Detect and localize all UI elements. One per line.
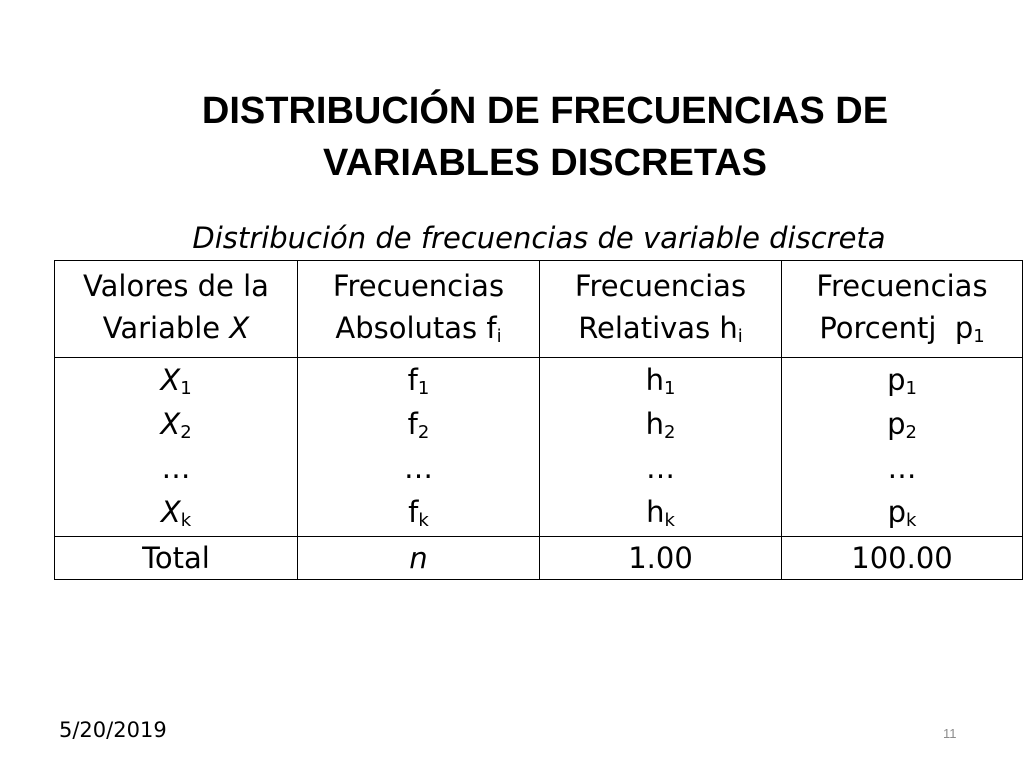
table-cell: $h_2$: [645, 407, 676, 443]
column-percent: [782, 358, 1023, 537]
table-cell: $X_1$: [160, 363, 192, 399]
total-n: n: [298, 537, 540, 580]
header-line: Frecuencias: [574, 269, 747, 303]
header-variable: X: [229, 311, 250, 345]
footer-date: 5/20/2019: [59, 718, 167, 742]
column-relative: [540, 358, 782, 537]
title-line-2: VARIABLES DISCRETAS: [322, 142, 768, 184]
table-cell: …: [404, 451, 433, 485]
table-cell: $p_1$: [887, 363, 917, 399]
table-total-row: [55, 537, 1023, 580]
table-header-row: [55, 261, 1023, 358]
table-caption: Distribución de frecuencias de variable discreta: [192, 221, 886, 255]
header-subscript: i: [737, 326, 743, 347]
header-line: Frecuencias: [816, 269, 988, 303]
header-line: Valores de la: [83, 269, 269, 303]
table-cell: $f_2$: [407, 407, 430, 443]
header-cell-values: [55, 261, 298, 358]
table-cell: $X_k$: [160, 495, 192, 531]
header-line: Frecuencias: [332, 269, 505, 303]
header-subscript: i: [496, 326, 502, 347]
total-label: Total: [55, 537, 298, 580]
table-cell: …: [646, 451, 675, 485]
table-cell: …: [161, 451, 191, 485]
table-cell: …: [887, 451, 917, 485]
header-line: [782, 307, 1022, 349]
slide-number: 11: [943, 726, 957, 741]
header-cell-absolute: [298, 261, 540, 358]
total-percent: 100.00: [782, 537, 1023, 580]
header-cell-relative: [540, 261, 782, 358]
table-cell: $h_1$: [645, 363, 676, 399]
header-line: [298, 307, 539, 349]
total-relative: 1.00: [540, 537, 782, 580]
title-line-1: DISTRIBUCIÓN DE FRECUENCIAS DE: [201, 90, 889, 132]
table-cell: $f_k$: [408, 495, 429, 531]
column-values: [55, 358, 298, 537]
header-text: Porcentj p: [819, 311, 974, 345]
header-text: Relativas h: [578, 311, 738, 345]
header-text: Variable: [102, 311, 230, 345]
header-text: Absolutas f: [335, 311, 497, 345]
table-cell: $f_1$: [407, 363, 430, 399]
table-cell: $p_k$: [887, 495, 917, 531]
header-cell-percent: [782, 261, 1023, 358]
frequency-table: [54, 260, 1023, 580]
header-line: [55, 307, 297, 349]
table-body-row: [55, 358, 1023, 537]
page-title: [0, 85, 1024, 189]
column-absolute: [298, 358, 540, 537]
table-cell: $h_k$: [646, 495, 675, 531]
table-cell: $p_2$: [887, 407, 917, 443]
header-subscript: 1: [973, 326, 985, 347]
table-cell: $X_2$: [160, 407, 192, 443]
header-line: [540, 307, 781, 349]
